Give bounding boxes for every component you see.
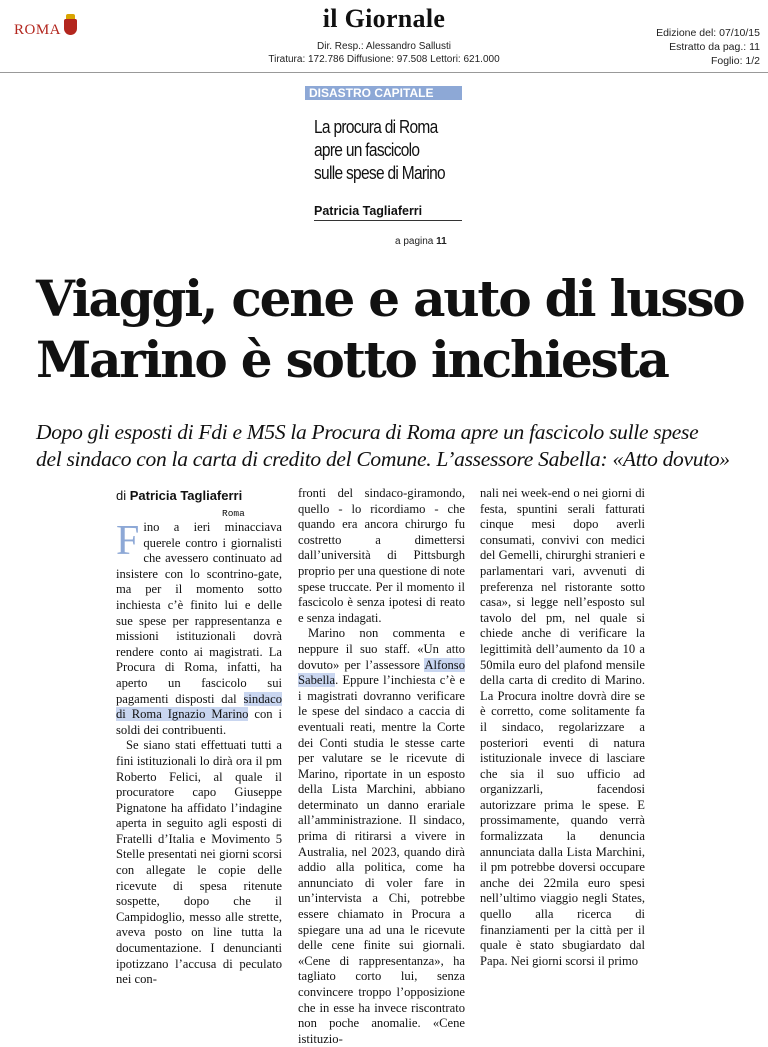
byline (116, 488, 242, 503)
page-reference (395, 236, 447, 247)
highlighted-text: Alfonso Sabella (298, 657, 465, 688)
director-line: Dir. Resp.: Alessandro Sallusti (317, 41, 451, 52)
paragraph: fronti del sindaco-giramondo, quello - lo ricordiamo - che quando era ancora chirurgo fu costretto a dimettersi dall’università di Pittsburgh proprio per una questione di note spese truccate. Per il momento il fascicolo è senza ipotesi di reato e senza indagati. (298, 486, 465, 625)
text-run: Marino non commenta e neppure il suo staff. «Un atto dovuto» per l’assessore (298, 626, 465, 672)
text-run: con i soldi dei contribuenti. (116, 707, 282, 737)
page-ref-number: 11 (436, 236, 447, 247)
dropcap: F (116, 518, 140, 564)
article-column-3 (480, 486, 645, 969)
paragraph: nali nei week-end o nei giorni di festa, spuntini serali fatturati cinque mesi dopo averli consumati, convivi con medici del Gemelli, chirurghi stranieri e parlamentari vari, avvenuti di preferenza nel ristorante sotto casa», si legge nell’esposto sul tavolo del pm, nel quale si chiede anche di verificare la legittimità dell’aumento da 10 a 50mila euro del plafond mensile della carta di credito di Marino. La Procura inoltre dovrà dire se è corretto, come solitamente fa il sindaco, regolarizzare a posteriori eventi di natura istituzionale invece di lasciare che sia il suo ufficio ad organizzarli, facendosi autorizzare prima le spese. E prossimamente, quando verrà formalizzata la denuncia annunciata dalla Lista Marchini, il pm potrebbe doversi occupare anche dei 22mila euro spesi nell’ultimo viaggio negli States, quello alla ricerca di finanziamenti per la città per il quale è stato sbugiardato dal Papa. Nei giorni scorsi il primo (480, 486, 645, 968)
roma-crest-icon (64, 19, 77, 35)
byline-prefix: di (116, 488, 127, 503)
dateline-place: Roma (222, 508, 245, 519)
paragraph: Se siano stati effettuati tutti a fini istituzionali lo dirà ora il pm Roberto Felici, al quale il procuratore capo Giuseppe Pignatone ha affidato l’indagine aperta in seguito agli esposti di Fratelli d’Italia e Movimento 5 Stelle presentati nei giorni scorsi con allegate le copie delle ricevute di spesa ritenute sospette, dopo che il Campidoglio, messo alle strette, aveva posto on line tutta la documentazione. I denuncianti ipotizzano l’accusa di peculato nei con- (116, 738, 282, 987)
clipping-header (0, 0, 768, 73)
circulation-line: Tiratura: 172.786 Diffusione: 97.508 Lettori: 621.000 (268, 54, 500, 65)
teaser-line: La procura di Roma (314, 117, 438, 137)
text-run: ino a ieri minacciava querele contro i giornalisti che avessero continuato ad insistere con lo scontrino-gate, ma per il momento sotto inchiesta c’è finito lui e delle sue spese per rappresentanza e missioni istituzionali dovrà rendere conto ai magistrati. La Procura di Roma, infatti, ha aperto un fascicolo sui pagamenti disposti dal (116, 520, 282, 706)
teaser-author: Patricia Tagliaferri (314, 204, 423, 218)
clipping-info (560, 26, 760, 68)
paragraph (116, 520, 282, 738)
subheadline-line: del sindaco con la carta di credito del Comune. L’assessore Sabella: «Atto dovuto» (36, 447, 730, 471)
text-run: . Eppure l’inchiesta c’è e i magistrati dovranno verificare le spese del sindaco a caccia di eventuali reati, mentre la Corte dei Conti studia le stesse carte per valutare se le ricevute di Marino, riportate in un esposto della Lista Marchini, abbiano determinato un danno erariale all’amministrazione. Il sindaco, prima di ritirarsi a vivere in Australia, nel 2023, quando dirà addio alla politica, come ha annunciato di voler fare in un’intervista a Chi, potrebbe essere chiamato in Procura a spiegare una ad una le ricevute delle cene finite sui giornali. «Cene di rappresentanza», ha tagliato corto lui, senza convincere troppo l’opposizione che in esse ha invece riscontrato non poche anomalie. «Cene istituzio- (298, 673, 465, 1046)
article-subheadline (36, 419, 756, 473)
article-column-2 (298, 486, 465, 1047)
highlighted-text: sindaco di Roma Ignazio Marino (116, 691, 282, 722)
subheadline-line: Dopo gli esposti di Fdi e M5S la Procura di Roma apre un fascicolo sulle spese (36, 420, 699, 444)
headline-line: Viaggi, cene e auto di lusso (36, 269, 744, 328)
teaser-divider (314, 220, 462, 221)
article-column-1 (116, 520, 282, 988)
paragraph (298, 626, 465, 1047)
city-label: ROMA (14, 22, 62, 38)
newspaper-logo: il Giornale (322, 4, 446, 33)
byline-author: Patricia Tagliaferri (129, 488, 243, 503)
article-headline (36, 268, 756, 390)
headline-line: Marino è sotto inchiesta (36, 330, 668, 389)
teaser-line: apre un fascicolo (314, 140, 420, 160)
teaser-title (314, 116, 443, 185)
teaser-kicker: DISASTRO CAPITALE (305, 86, 462, 100)
teaser-line: sulle spese di Marino (314, 163, 445, 183)
sheet-number: Foglio: 1/2 (710, 55, 760, 67)
edition-date: Edizione del: 07/10/15 (656, 27, 760, 39)
extract-page: Estratto da pag.: 11 (669, 41, 760, 53)
page-ref-prefix: a pagina (395, 236, 434, 247)
